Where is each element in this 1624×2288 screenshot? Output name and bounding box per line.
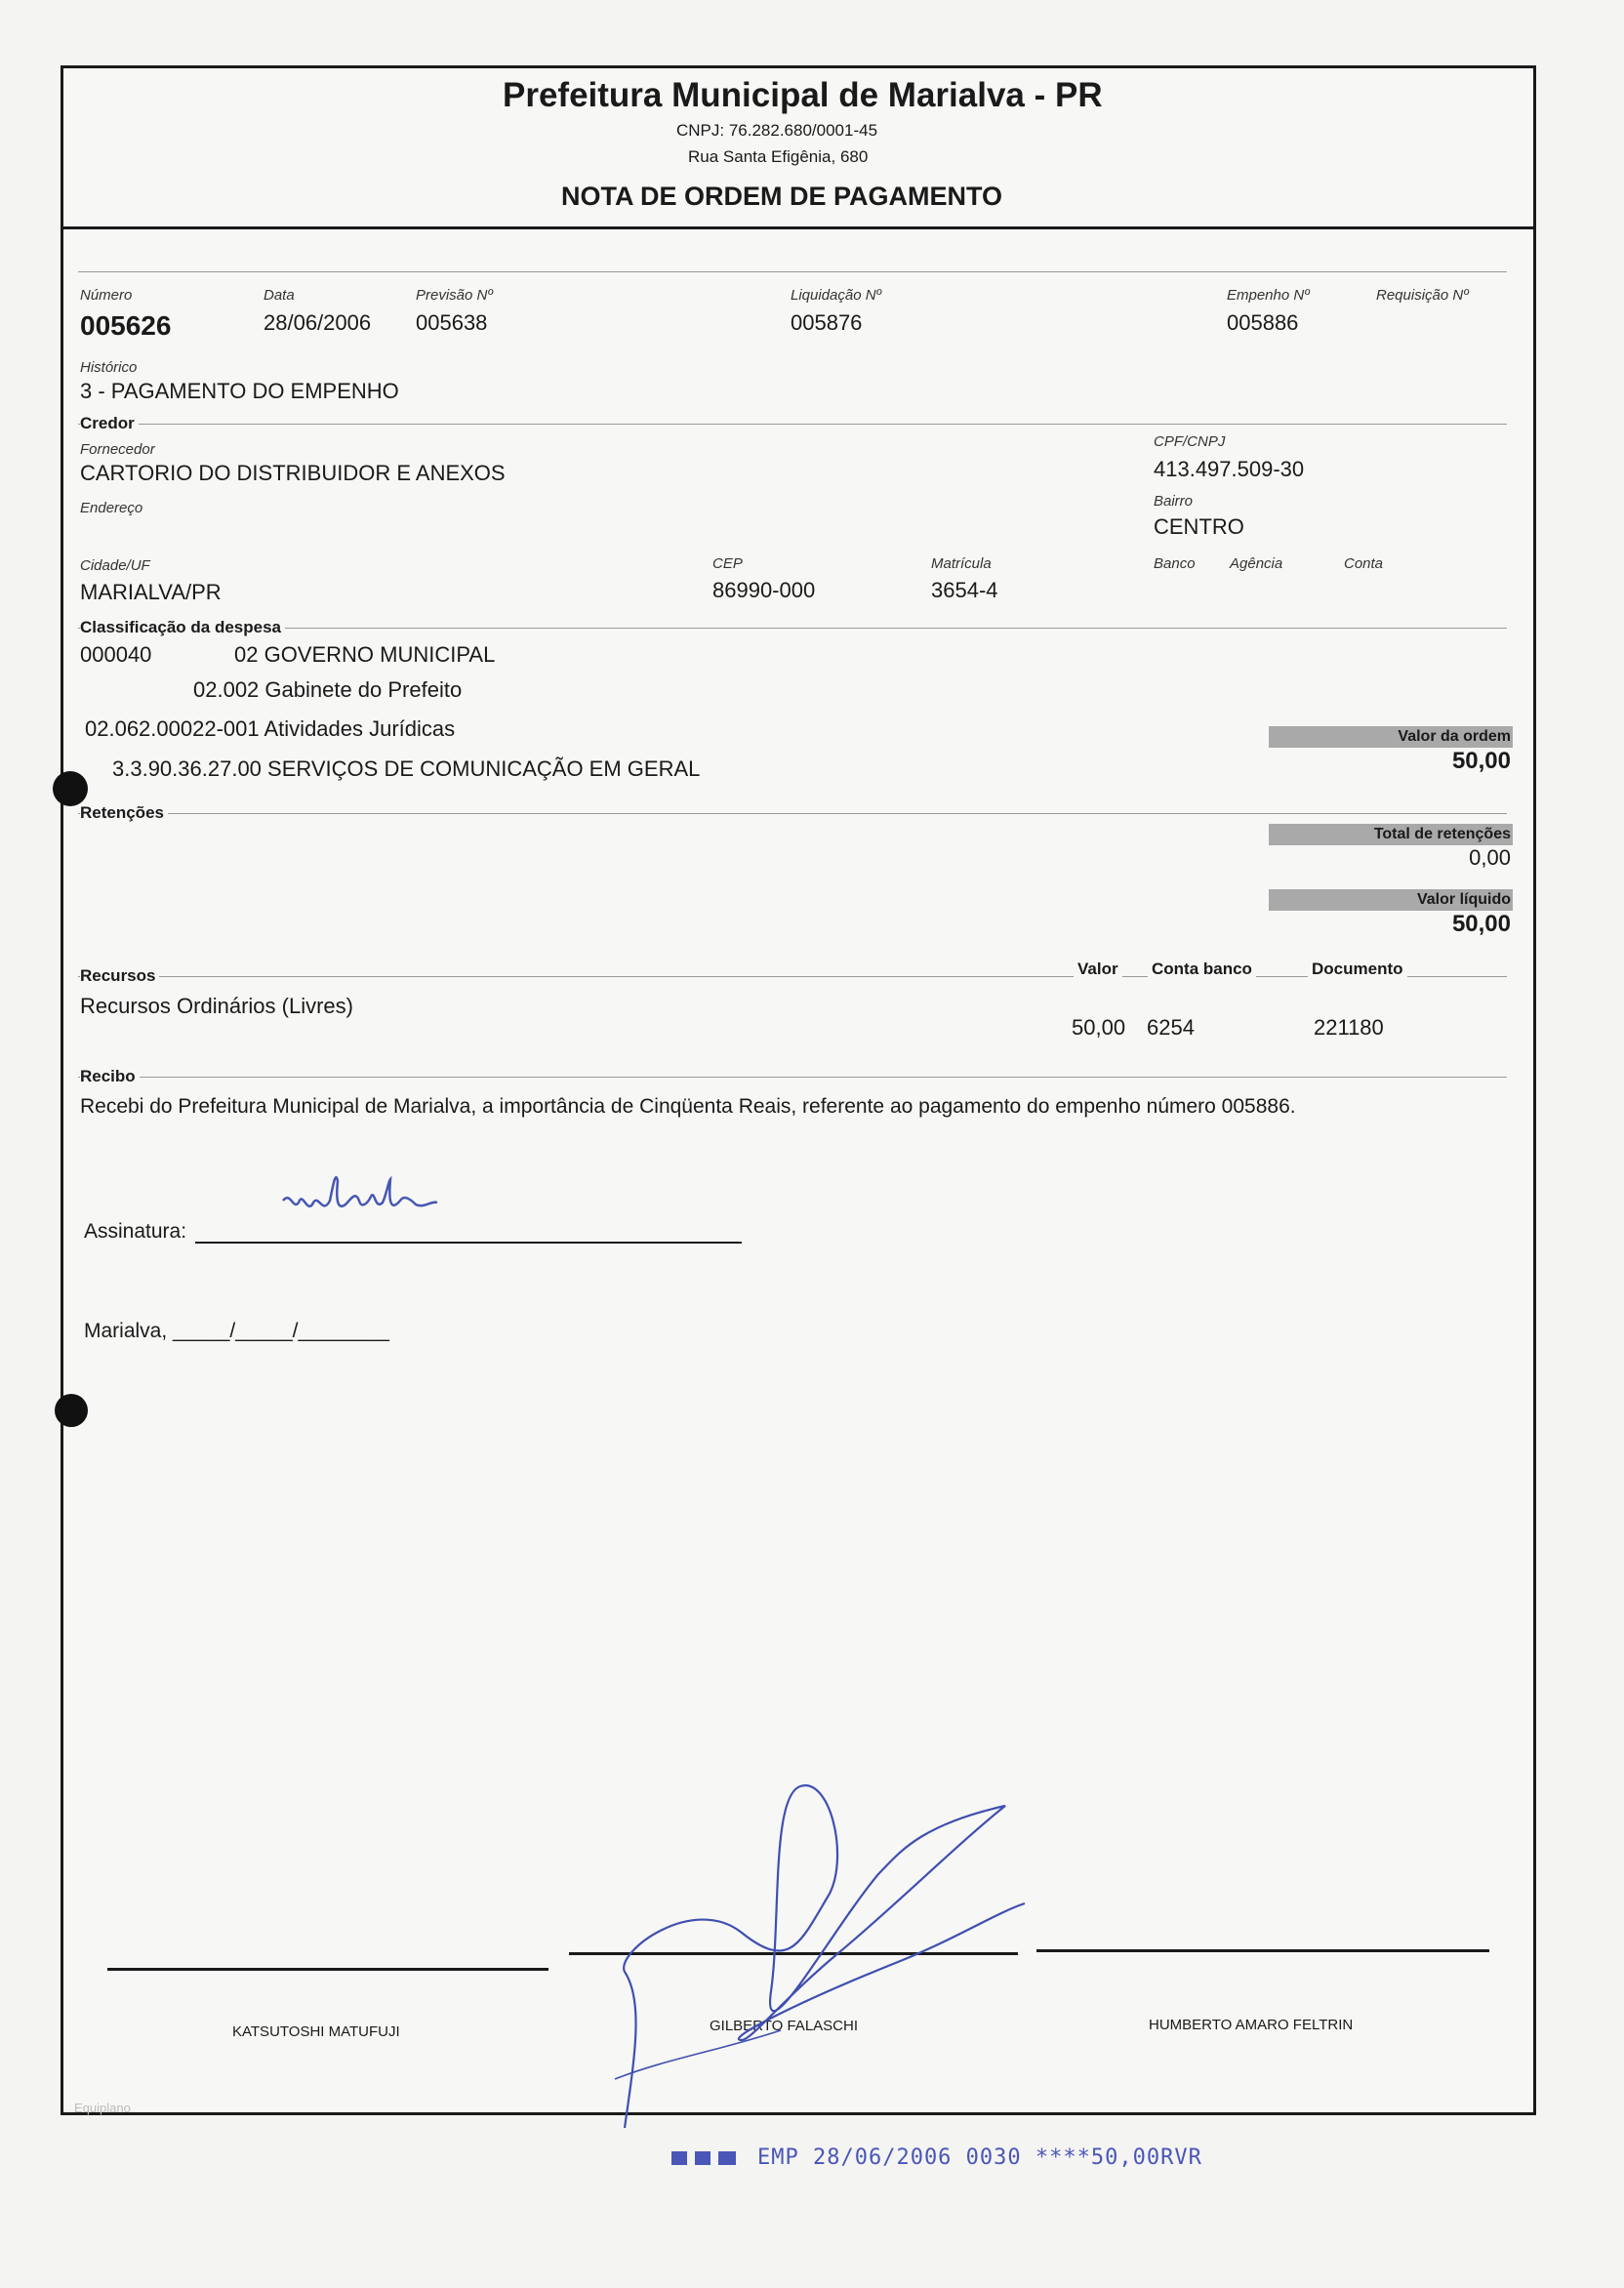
matricula-value: 3654-4	[931, 578, 998, 602]
banco-label: Banco	[1154, 555, 1196, 572]
liquidacao-label: Liquidação Nº	[791, 287, 882, 304]
sig3-name: HUMBERTO AMARO FELTRIN	[1149, 2017, 1354, 2033]
cpf-label: CPF/CNPJ	[1154, 433, 1226, 450]
total-retencoes-value: 0,00	[1469, 845, 1511, 870]
top-divider	[78, 271, 1507, 272]
cep-label: CEP	[712, 555, 743, 572]
requisicao-label: Requisição Nº	[1376, 287, 1469, 304]
recursos-valor: 50,00	[1072, 1015, 1126, 1040]
numero-value: 005626	[80, 310, 172, 341]
recursos-section: Recursos	[80, 966, 159, 986]
bairro-value: CENTRO	[1154, 514, 1244, 539]
agencia-label: Agência	[1230, 555, 1283, 572]
recursos-divider	[78, 976, 1507, 977]
software-mark: Equiplano	[74, 2101, 131, 2115]
empenho-value: 005886	[1227, 310, 1299, 335]
classificacao-code: 000040	[80, 642, 152, 667]
matricula-label: Matrícula	[931, 555, 992, 572]
previsao-value: 005638	[416, 310, 488, 335]
recursos-conta-label: Conta banco	[1148, 960, 1256, 979]
valor-ordem-value: 50,00	[1451, 748, 1511, 774]
fornecedor-label: Fornecedor	[80, 441, 155, 458]
punch-hole-bottom	[55, 1394, 88, 1427]
page-title: Prefeitura Municipal de Marialva - PR	[503, 76, 1103, 114]
punch-hole-top	[53, 771, 88, 806]
classificacao-line3: 02.062.00022-001 Atividades Jurídicas	[85, 716, 456, 741]
sig3-line	[1036, 1949, 1489, 1952]
recursos-conta: 6254	[1147, 1015, 1195, 1040]
classificacao-line1: 02 GOVERNO MUNICIPAL	[234, 642, 496, 667]
local-data: Marialva, _____/_____/________	[84, 1320, 389, 1342]
header-divider	[61, 226, 1536, 229]
falaschi-signature	[605, 1767, 1054, 2147]
classificacao-line4: 3.3.90.36.27.00 SERVIÇOS DE COMUNICAÇÃO EM GERAL	[112, 756, 701, 781]
recibo-section: Recibo	[80, 1067, 140, 1086]
empenho-label: Empenho Nº	[1227, 287, 1310, 304]
bank-logo-icon	[670, 2147, 740, 2169]
classificacao-divider	[78, 628, 1507, 629]
bairro-label: Bairro	[1154, 493, 1194, 510]
recibo-text: Recebi do Prefeitura Municipal de Marialva, a importância de Cinqüenta Reais, referente ao pagamento do empenho número 005886.	[80, 1095, 1296, 1118]
address: Rua Santa Efigênia, 680	[688, 147, 869, 166]
data-value: 28/06/2006	[264, 310, 372, 335]
previsao-label: Previsão Nº	[416, 287, 493, 304]
cidade-value: MARIALVA/PR	[80, 580, 222, 604]
assinatura-line	[195, 1242, 742, 1244]
valor-liquido-label: Valor líquido	[1269, 889, 1513, 911]
fornecedor-value: CARTORIO DO DISTRIBUIDOR E ANEXOS	[80, 461, 506, 485]
recursos-descricao: Recursos Ordinários (Livres)	[80, 994, 353, 1018]
sig1-line	[107, 1968, 548, 1971]
conta-label: Conta	[1344, 555, 1384, 572]
recursos-documento: 221180	[1314, 1015, 1384, 1040]
recibo-divider	[78, 1077, 1507, 1078]
historico-label: Histórico	[80, 359, 138, 376]
retencoes-section: Retenções	[80, 803, 168, 823]
retencoes-divider	[78, 813, 1507, 814]
cep-value: 86990-000	[712, 578, 816, 602]
recursos-valor-label: Valor	[1074, 960, 1122, 979]
liquidacao-value: 005876	[791, 310, 863, 335]
valor-liquido-value: 50,00	[1451, 911, 1511, 937]
sig1-name: KATSUTOSHI MATUFUJI	[232, 2023, 400, 2040]
sig2-name: GILBERTO FALASCHI	[710, 2018, 858, 2034]
recibo-signature	[273, 1162, 468, 1240]
cpf-value: 413.497.509-30	[1154, 457, 1305, 481]
bank-stamp: EMP 28/06/2006 0030 ****50,00RVR	[757, 2145, 1202, 2170]
document-title: NOTA DE ORDEM DE PAGAMENTO	[561, 182, 1003, 211]
credor-divider	[78, 424, 1507, 425]
classificacao-line2: 02.002 Gabinete do Prefeito	[193, 677, 463, 702]
classificacao-section: Classificação da despesa	[80, 618, 285, 637]
recursos-documento-label: Documento	[1308, 960, 1407, 979]
cnpj: CNPJ: 76.282.680/0001-45	[676, 121, 878, 140]
endereco-label: Endereço	[80, 500, 143, 516]
credor-section: Credor	[80, 414, 139, 433]
assinatura-label: Assinatura:	[84, 1220, 187, 1243]
cidade-label: Cidade/UF	[80, 557, 150, 574]
total-retencoes-label: Total de retenções	[1269, 824, 1513, 845]
data-label: Data	[264, 287, 295, 304]
valor-ordem-label: Valor da ordem	[1269, 726, 1513, 748]
historico-value: 3 - PAGAMENTO DO EMPENHO	[80, 379, 399, 403]
numero-label: Número	[80, 287, 133, 304]
